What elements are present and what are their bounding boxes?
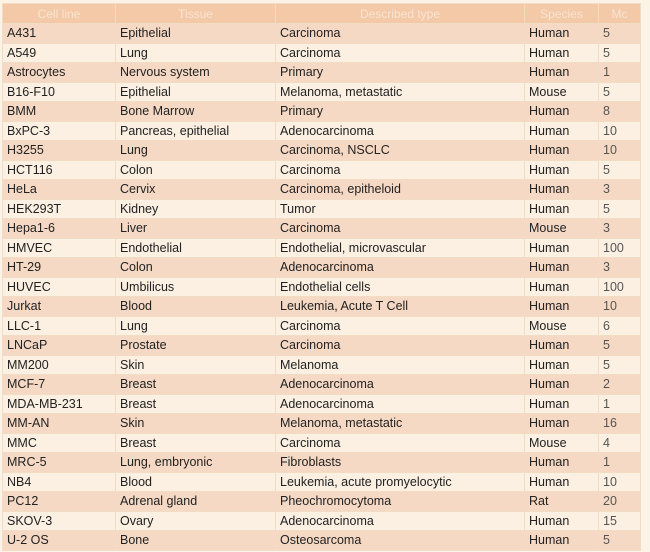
tissue-cell: Blood <box>116 297 276 317</box>
described-type-cell: Adenocarcinoma <box>276 375 525 395</box>
species-cell: Human <box>525 453 599 473</box>
mc-cell: 15 <box>599 511 641 531</box>
mc-cell: 3 <box>599 258 641 278</box>
table-row <box>3 238 641 258</box>
species-cell: Human <box>525 238 599 258</box>
cell-line-cell: MCF-7 <box>3 375 116 395</box>
mc-cell: 2 <box>599 375 641 395</box>
mc-cell: 5 <box>599 24 641 44</box>
table-row <box>3 316 641 336</box>
tissue-cell: Epithelial <box>116 82 276 102</box>
mc-cell: 20 <box>599 492 641 512</box>
cell-line-cell: LNCaP <box>3 336 116 356</box>
table-row <box>3 433 641 453</box>
tissue-cell: Liver <box>116 219 276 239</box>
table-row <box>3 24 641 44</box>
table-row <box>3 336 641 356</box>
header-row <box>3 4 641 24</box>
tissue-cell: Breast <box>116 394 276 414</box>
mc-cell: 4 <box>599 433 641 453</box>
tissue-cell: Breast <box>116 375 276 395</box>
table-row <box>3 82 641 102</box>
table-row <box>3 141 641 161</box>
mc-cell: 5 <box>599 336 641 356</box>
tissue-cell: Epithelial <box>116 24 276 44</box>
species-cell: Human <box>525 394 599 414</box>
cell-line-cell: Hepa1-6 <box>3 219 116 239</box>
species-cell: Human <box>525 414 599 434</box>
species-cell: Human <box>525 141 599 161</box>
mc-cell: 5 <box>599 82 641 102</box>
species-cell: Human <box>525 355 599 375</box>
species-cell: Mouse <box>525 82 599 102</box>
described-type-cell: Endothelial cells <box>276 277 525 297</box>
described-type-cell: Tumor <box>276 199 525 219</box>
cell-line-cell: LLC-1 <box>3 316 116 336</box>
table-row <box>3 219 641 239</box>
table-row <box>3 531 641 551</box>
described-type-cell: Melanoma, metastatic <box>276 414 525 434</box>
table-row <box>3 414 641 434</box>
cell-line-cell: MM200 <box>3 355 116 375</box>
cell-line-cell: MM-AN <box>3 414 116 434</box>
species-cell: Human <box>525 277 599 297</box>
cell-line-cell: PC12 <box>3 492 116 512</box>
species-cell: Human <box>525 24 599 44</box>
species-cell: Human <box>525 375 599 395</box>
cell-line-cell: B16-F10 <box>3 82 116 102</box>
tissue-cell: Nervous system <box>116 63 276 83</box>
described-type-cell: Melanoma, metastatic <box>276 82 525 102</box>
cell-line-cell: MMC <box>3 433 116 453</box>
tissue-cell: Adrenal gland <box>116 492 276 512</box>
mc-cell: 100 <box>599 277 641 297</box>
described-type-cell: Melanoma <box>276 355 525 375</box>
species-cell: Human <box>525 121 599 141</box>
described-type-cell: Adenocarcinoma <box>276 258 525 278</box>
described-type-cell: Osteosarcoma <box>276 531 525 551</box>
table-row <box>3 277 641 297</box>
table-row <box>3 472 641 492</box>
header-described-type: Described type <box>276 4 525 24</box>
cell-line-cell: HeLa <box>3 180 116 200</box>
tissue-cell: Prostate <box>116 336 276 356</box>
cell-line-cell: MRC-5 <box>3 453 116 473</box>
species-cell: Human <box>525 43 599 63</box>
table-row <box>3 453 641 473</box>
cell-line-cell: MDA-MB-231 <box>3 394 116 414</box>
tissue-cell: Umbilicus <box>116 277 276 297</box>
cell-line-cell: BxPC-3 <box>3 121 116 141</box>
table-row <box>3 160 641 180</box>
cell-line-cell: SKOV-3 <box>3 511 116 531</box>
described-type-cell: Fibroblasts <box>276 453 525 473</box>
header-mc: Mc <box>599 4 641 24</box>
cell-line-cell: H3255 <box>3 141 116 161</box>
table-row <box>3 180 641 200</box>
mc-cell: 5 <box>599 355 641 375</box>
tissue-cell: Kidney <box>116 199 276 219</box>
described-type-cell: Carcinoma <box>276 160 525 180</box>
tissue-cell: Skin <box>116 355 276 375</box>
cell-line-cell: HT-29 <box>3 258 116 278</box>
table-row <box>3 43 641 63</box>
table-row <box>3 121 641 141</box>
mc-cell: 10 <box>599 297 641 317</box>
cell-line-cell: HCT116 <box>3 160 116 180</box>
cell-line-table <box>2 3 641 551</box>
mc-cell: 100 <box>599 238 641 258</box>
described-type-cell: Leukemia, Acute T Cell <box>276 297 525 317</box>
mc-cell: 5 <box>599 199 641 219</box>
header-tissue: Tissue <box>116 4 276 24</box>
species-cell: Human <box>525 511 599 531</box>
tissue-cell: Breast <box>116 433 276 453</box>
mc-cell: 6 <box>599 316 641 336</box>
mc-cell: 5 <box>599 43 641 63</box>
table-row <box>3 199 641 219</box>
species-cell: Human <box>525 472 599 492</box>
table-row <box>3 63 641 83</box>
species-cell: Human <box>525 160 599 180</box>
species-cell: Mouse <box>525 219 599 239</box>
described-type-cell: Leukemia, acute promyelocytic <box>276 472 525 492</box>
tissue-cell: Blood <box>116 472 276 492</box>
described-type-cell: Carcinoma, epitheloid <box>276 180 525 200</box>
species-cell: Human <box>525 336 599 356</box>
table-row <box>3 258 641 278</box>
table-row <box>3 394 641 414</box>
mc-cell: 1 <box>599 394 641 414</box>
tissue-cell: Endothelial <box>116 238 276 258</box>
species-cell: Mouse <box>525 433 599 453</box>
cell-line-cell: HUVEC <box>3 277 116 297</box>
described-type-cell: Carcinoma <box>276 219 525 239</box>
header-species: Species <box>525 4 599 24</box>
species-cell: Human <box>525 102 599 122</box>
species-cell: Mouse <box>525 316 599 336</box>
cell-line-cell: A431 <box>3 24 116 44</box>
described-type-cell: Adenocarcinoma <box>276 394 525 414</box>
mc-cell: 8 <box>599 102 641 122</box>
species-cell: Rat <box>525 492 599 512</box>
tissue-cell: Colon <box>116 258 276 278</box>
species-cell: Human <box>525 297 599 317</box>
tissue-cell: Lung, embryonic <box>116 453 276 473</box>
tissue-cell: Bone <box>116 531 276 551</box>
tissue-cell: Skin <box>116 414 276 434</box>
mc-cell: 5 <box>599 160 641 180</box>
described-type-cell: Adenocarcinoma <box>276 511 525 531</box>
described-type-cell: Pheochromocytoma <box>276 492 525 512</box>
tissue-cell: Pancreas, epithelial <box>116 121 276 141</box>
mc-cell: 16 <box>599 414 641 434</box>
table-row <box>3 375 641 395</box>
table-row <box>3 511 641 531</box>
table-body <box>3 24 641 551</box>
tissue-cell: Lung <box>116 43 276 63</box>
described-type-cell: Primary <box>276 102 525 122</box>
mc-cell: 10 <box>599 121 641 141</box>
table-row <box>3 102 641 122</box>
species-cell: Human <box>525 258 599 278</box>
species-cell: Human <box>525 531 599 551</box>
tissue-cell: Cervix <box>116 180 276 200</box>
mc-cell: 3 <box>599 180 641 200</box>
mc-cell: 3 <box>599 219 641 239</box>
described-type-cell: Endothelial, microvascular <box>276 238 525 258</box>
mc-cell: 1 <box>599 63 641 83</box>
cell-line-cell: NB4 <box>3 472 116 492</box>
described-type-cell: Carcinoma, NSCLC <box>276 141 525 161</box>
cell-line-cell: A549 <box>3 43 116 63</box>
described-type-cell: Carcinoma <box>276 43 525 63</box>
cell-line-cell: Astrocytes <box>3 63 116 83</box>
cell-line-cell: BMM <box>3 102 116 122</box>
described-type-cell: Carcinoma <box>276 24 525 44</box>
described-type-cell: Carcinoma <box>276 336 525 356</box>
tissue-cell: Lung <box>116 141 276 161</box>
mc-cell: 10 <box>599 472 641 492</box>
cell-line-cell: HEK293T <box>3 199 116 219</box>
table-row <box>3 355 641 375</box>
described-type-cell: Adenocarcinoma <box>276 121 525 141</box>
mc-cell: 5 <box>599 531 641 551</box>
mc-cell: 10 <box>599 141 641 161</box>
species-cell: Human <box>525 199 599 219</box>
described-type-cell: Primary <box>276 63 525 83</box>
described-type-cell: Carcinoma <box>276 433 525 453</box>
cell-line-cell: Jurkat <box>3 297 116 317</box>
header-cell-line: Cell line <box>3 4 116 24</box>
tissue-cell: Colon <box>116 160 276 180</box>
described-type-cell: Carcinoma <box>276 316 525 336</box>
tissue-cell: Lung <box>116 316 276 336</box>
table-row <box>3 297 641 317</box>
tissue-cell: Bone Marrow <box>116 102 276 122</box>
tissue-cell: Ovary <box>116 511 276 531</box>
mc-cell: 1 <box>599 453 641 473</box>
species-cell: Human <box>525 63 599 83</box>
cell-line-cell: HMVEC <box>3 238 116 258</box>
cell-line-cell: U-2 OS <box>3 531 116 551</box>
species-cell: Human <box>525 180 599 200</box>
table-row <box>3 492 641 512</box>
